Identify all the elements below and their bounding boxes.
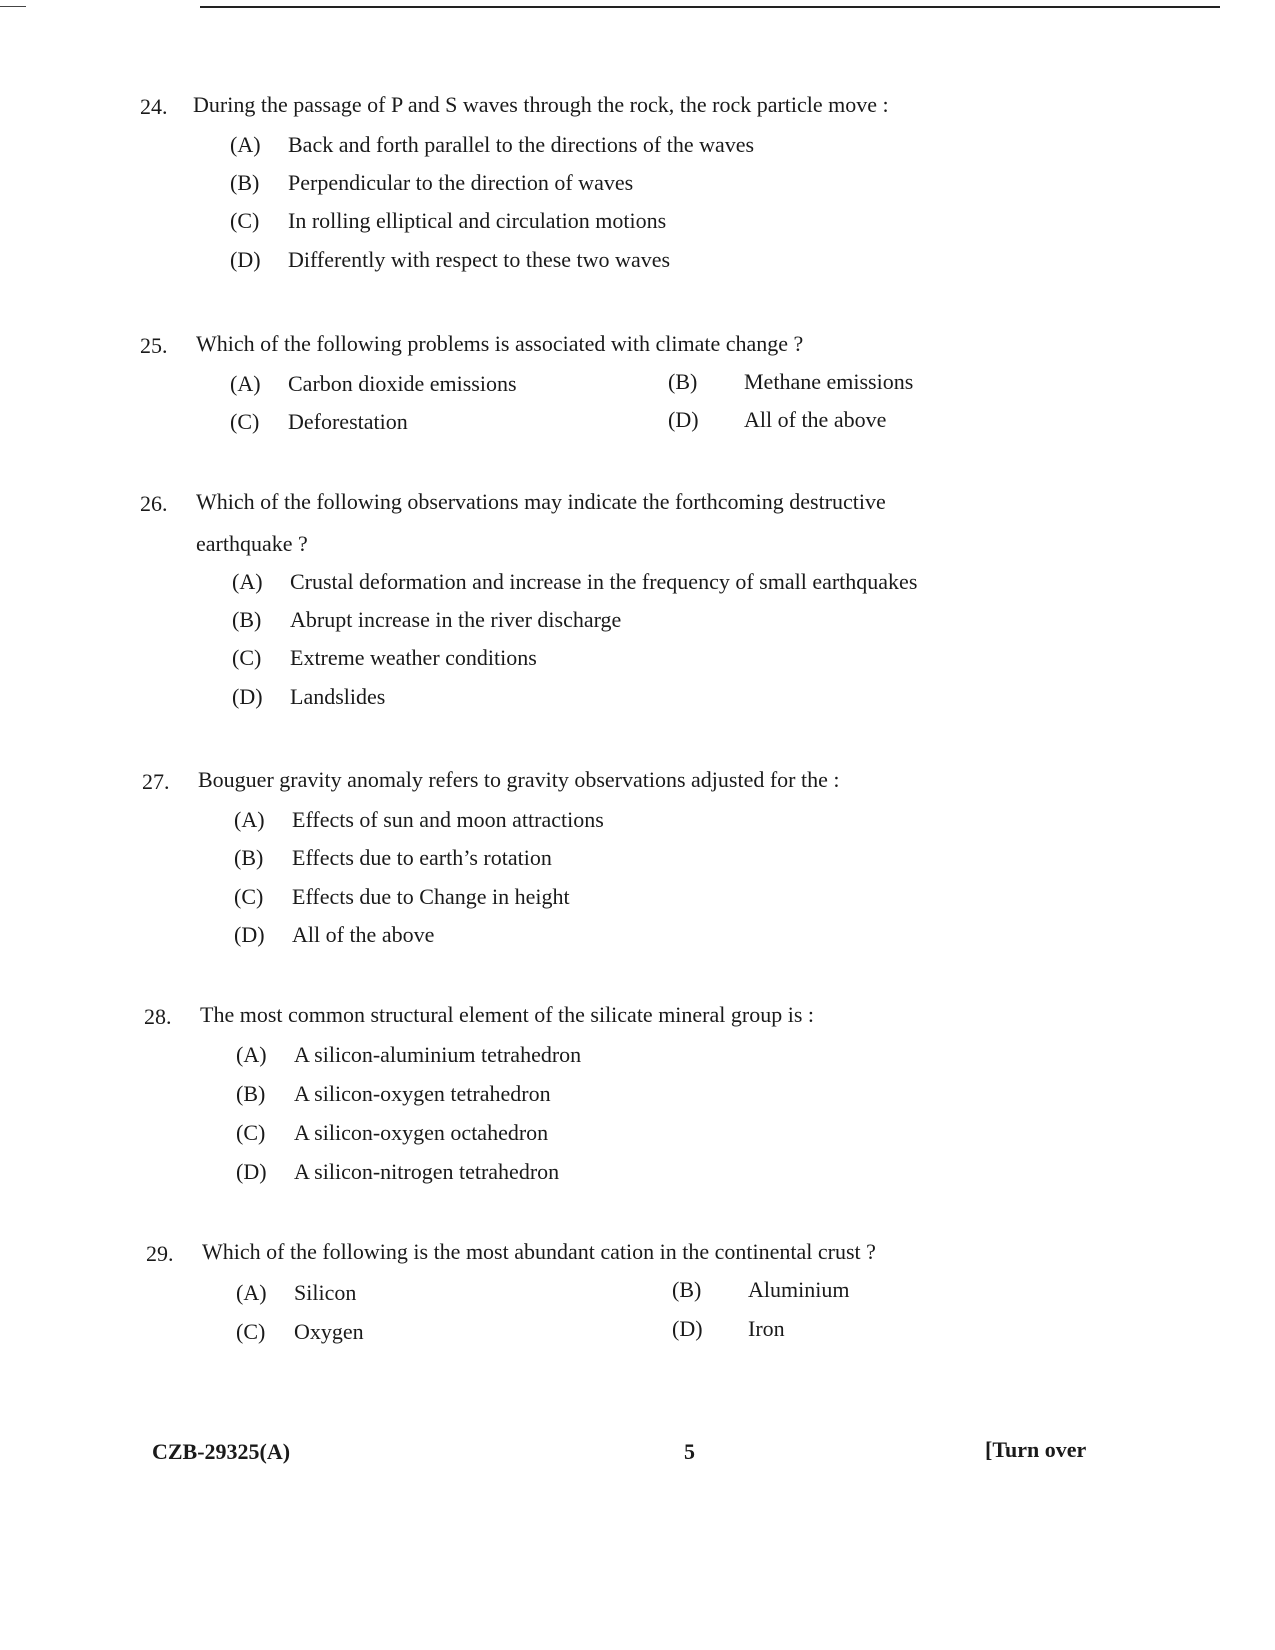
option-text: Effects of sun and moon attractions: [292, 807, 604, 832]
option-text: Deforestation: [288, 409, 408, 434]
option-label: (D): [230, 247, 261, 272]
option-text: Effects due to earth’s rotation: [292, 845, 552, 870]
paper-code: CZB-29325(A): [152, 1439, 291, 1464]
page-number: 5: [684, 1439, 695, 1464]
option-text: Abrupt increase in the river discharge: [290, 607, 622, 632]
option-label: (C): [230, 409, 260, 434]
option-label: (A): [230, 371, 261, 396]
option-text: A silicon-oxygen tetrahedron: [294, 1081, 551, 1106]
option-label: (A): [232, 569, 263, 594]
option-label: (A): [230, 132, 261, 157]
option-label: (A): [236, 1042, 267, 1067]
option-label: (D): [672, 1316, 703, 1341]
option-text: A silicon-nitrogen tetrahedron: [294, 1159, 560, 1184]
option-label: (A): [236, 1280, 267, 1305]
option-text: Carbon dioxide emissions: [288, 371, 517, 396]
header-rule: [200, 6, 1220, 8]
option-text: Aluminium: [748, 1277, 850, 1302]
option-text: Crustal deformation and increase in the frequency of small earthquakes: [290, 569, 918, 594]
option-label: (B): [232, 607, 262, 632]
option-label: (B): [234, 845, 264, 870]
option-label: (B): [672, 1277, 702, 1302]
option-text: Iron: [748, 1316, 785, 1341]
question-number: 29.: [146, 1241, 174, 1266]
option-text: A silicon-oxygen octahedron: [294, 1120, 549, 1145]
option-text: Oxygen: [294, 1319, 364, 1344]
question-text-continued: earthquake ?: [196, 531, 308, 556]
option-label: (D): [232, 684, 263, 709]
option-text: All of the above: [744, 407, 887, 432]
option-text: Methane emissions: [744, 369, 914, 394]
option-label: (C): [236, 1120, 266, 1145]
question-number: 24.: [140, 94, 168, 119]
question-text: Bouguer gravity anomaly refers to gravity observations adjusted for the :: [198, 767, 840, 792]
question-number: 25.: [140, 333, 168, 358]
turn-over-note: [Turn over: [985, 1437, 1087, 1462]
question-text: Which of the following is the most abundant cation in the continental crust ?: [202, 1239, 876, 1264]
question-text: Which of the following observations may indicate the forthcoming destructive: [196, 489, 886, 514]
option-text: Silicon: [294, 1280, 357, 1305]
top-left-dash: [0, 6, 26, 7]
option-label: (D): [668, 407, 699, 432]
question-number: 26.: [140, 491, 168, 516]
question-text: Which of the following problems is associated with climate change ?: [196, 331, 804, 356]
option-text: Landslides: [290, 684, 386, 709]
option-label: (A): [234, 807, 265, 832]
option-text: A silicon-aluminium tetrahedron: [294, 1042, 582, 1067]
option-label: (D): [236, 1159, 267, 1184]
option-text: Differently with respect to these two waves: [288, 247, 671, 272]
option-label: (B): [230, 170, 260, 195]
option-text: All of the above: [292, 922, 435, 947]
option-label: (C): [230, 208, 260, 233]
question-number: 27.: [142, 769, 170, 794]
question-number: 28.: [144, 1004, 172, 1029]
option-text: Perpendicular to the direction of waves: [288, 170, 634, 195]
option-text: Back and forth parallel to the directions of the waves: [288, 132, 755, 157]
question-text: The most common structural element of the silicate mineral group is :: [200, 1002, 815, 1027]
option-label: (C): [236, 1319, 266, 1344]
option-text: In rolling elliptical and circulation motions: [288, 208, 667, 233]
question-text: During the passage of P and S waves through the rock, the rock particle move :: [193, 92, 889, 117]
option-label: (B): [668, 369, 698, 394]
option-label: (C): [234, 884, 264, 909]
option-label: (C): [232, 645, 262, 670]
option-text: Effects due to Change in height: [292, 884, 570, 909]
option-label: (D): [234, 922, 265, 947]
option-label: (B): [236, 1081, 266, 1106]
option-text: Extreme weather conditions: [290, 645, 537, 670]
